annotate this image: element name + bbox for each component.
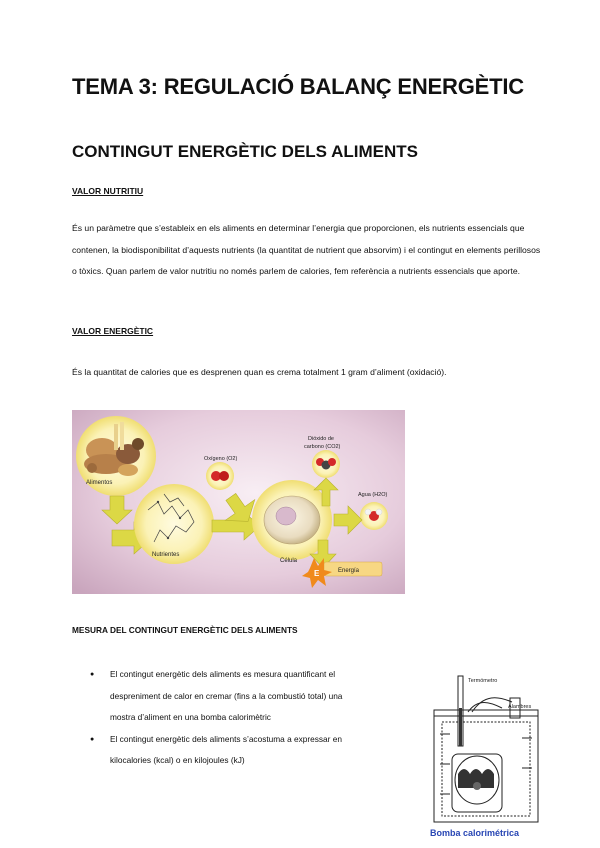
oxygen-molecule bbox=[206, 462, 234, 490]
label-energia: Energía bbox=[338, 568, 360, 574]
water-molecule bbox=[360, 502, 388, 530]
valor-energetic-heading: VALOR ENERGÈTIC bbox=[72, 326, 154, 336]
mesura-bullet-2 bbox=[90, 729, 400, 772]
energy-symbol: E bbox=[314, 569, 320, 578]
section-heading: CONTINGUT ENERGÈTIC DELS ALIMENTS bbox=[72, 142, 418, 161]
bullet-1-line-2: despreniment de calor en cremar (fins a la combustió total) una bbox=[110, 690, 343, 701]
label-celula: Célula bbox=[280, 558, 298, 564]
bomb-calorimeter-diagram bbox=[428, 668, 548, 828]
metabolism-diagram bbox=[72, 410, 405, 594]
valor-energetic-paragraph: És la quantitat de calories que es desprenen quan es crema totalment 1 gram d’aliment (oxidació). bbox=[72, 367, 447, 377]
label-dioxido-2: carbono (CO2) bbox=[304, 444, 341, 450]
mesura-heading: MESURA DEL CONTINGUT ENERGÈTIC DELS ALIMENTS bbox=[72, 625, 298, 635]
label-alimentos: Alimentos bbox=[86, 480, 113, 486]
bullet-1-line-1: El contingut energètic dels aliments es mesura quantificant el bbox=[110, 669, 336, 679]
label-agua: Agua (H2O) bbox=[358, 492, 388, 498]
bomba-caption: Bomba calorimétrica bbox=[430, 828, 520, 838]
bullet-2-line-2: kilocalories (kcal) o en kilojoules (kJ) bbox=[110, 755, 245, 765]
label-alambres: Alambres bbox=[508, 704, 532, 710]
page-title: TEMA 3: REGULACIÓ BALANÇ ENERGÈTIC bbox=[72, 74, 524, 99]
bullet-2-line-1: El contingut energètic dels aliments s’acostuma a expressar en bbox=[110, 733, 342, 744]
mesura-bullet-list bbox=[90, 664, 400, 772]
valor-nutritiu-heading: VALOR NUTRITIU bbox=[72, 186, 144, 196]
label-termometro: Termómetro bbox=[468, 678, 498, 684]
valor-nutritiu-paragraph: És un paràmetre que s’estableix en els aliments en determinar l’energia que proporcionen, els nutrients essencials que contenen, la biodisponibilitat d’aquests nutrients (la quantitat de nutrient que absorvim) i el contingut en elements perillosos o tòxics. Quan parlem de valor nutritiu no només parlem de calories, fem referència a nutrients essencials que aporte. bbox=[72, 223, 541, 276]
label-nutrientes: Nutrientes bbox=[152, 552, 180, 558]
label-oxigeno: Oxígeno (O2) bbox=[204, 456, 238, 462]
label-dioxido-1: Dióxido de bbox=[308, 436, 334, 442]
co2-molecule bbox=[312, 450, 340, 478]
bullet-1-line-3: mostra d’aliment en una bomba calorimètric bbox=[110, 712, 271, 722]
mesura-bullet-1 bbox=[90, 664, 400, 729]
